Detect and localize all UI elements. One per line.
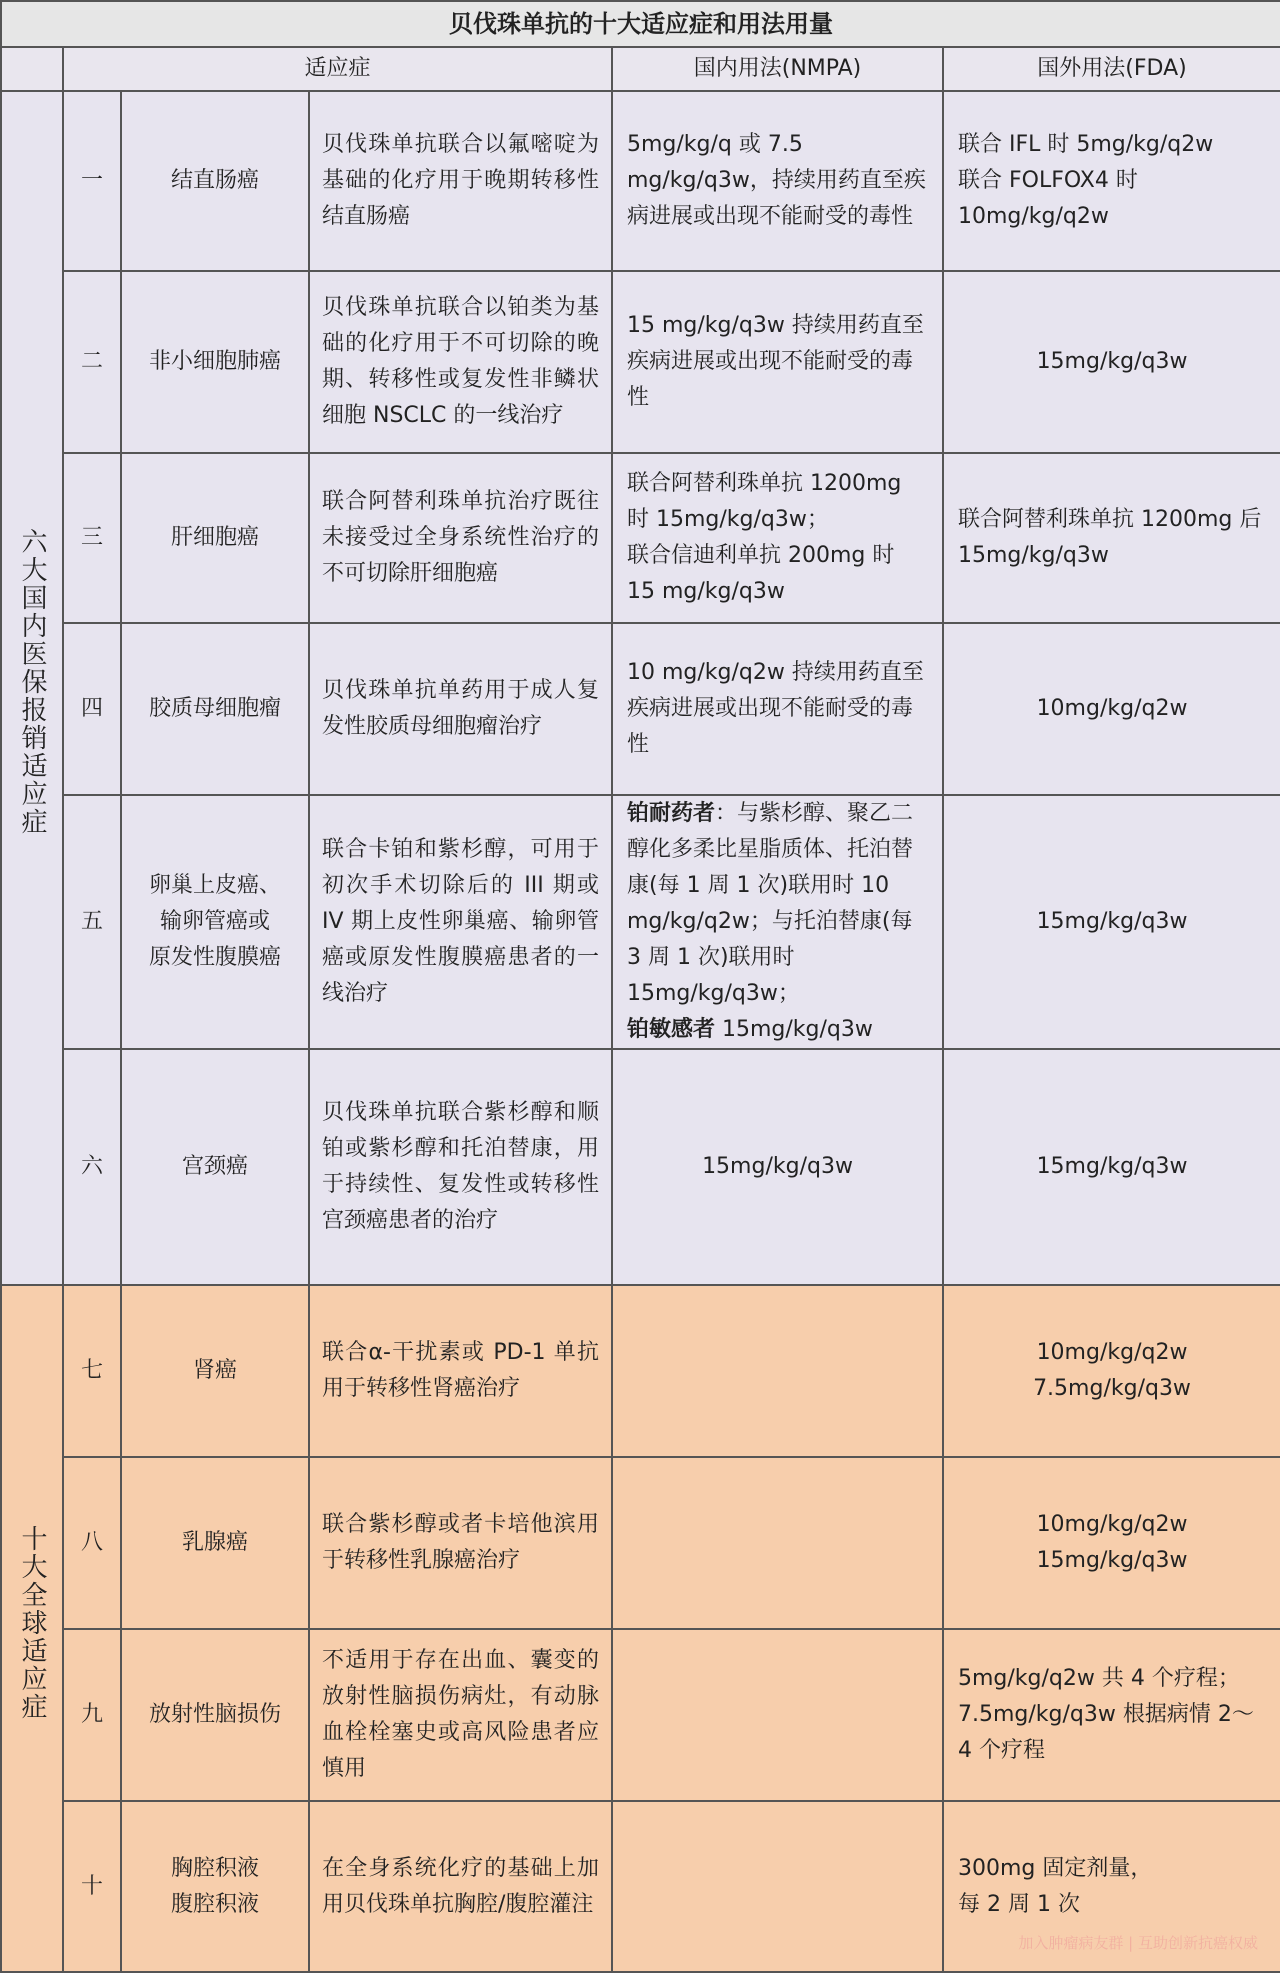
indication-text: 联合阿替利珠单抗治疗既往未接受过全身系统性治疗的不可切除肝细胞癌 [309, 453, 612, 623]
row-number: 五 [63, 795, 121, 1049]
indication-text: 贝伐珠单抗联合以铂类为基础的化疗用于不可切除的晚期、转移性或复发性非鳞状细胞 NSCLC 的一线治疗 [309, 271, 612, 453]
table-row [1, 91, 1280, 271]
indication-text: 联合紫杉醇或者卡培他滨用于转移性乳腺癌治疗 [309, 1457, 612, 1629]
table-row [1, 1629, 1280, 1801]
indication-text: 联合卡铂和紫杉醇，可用于初次手术切除后的 III 期或 IV 期上皮性卵巢癌、输卵管癌或原发性腹膜癌患者的一线治疗 [309, 795, 612, 1049]
nmpa-dose: 15 mg/kg/q3w 持续用药直至疾病进展或出现不能耐受的毒性 [612, 271, 943, 453]
nmpa-dose: 5mg/kg/q 或 7.5 mg/kg/q3w，持续用药直至疾病进展或出现不能耐受的毒性 [612, 91, 943, 271]
cancer-type: 非小细胞肺癌 [121, 271, 309, 453]
nmpa-dose [612, 1285, 943, 1457]
cancer-type: 乳腺癌 [121, 1457, 309, 1629]
table-title: 贝伐珠单抗的十大适应症和用法用量 [1, 1, 1280, 47]
header-foreign: 国外用法(FDA) [943, 47, 1280, 91]
platinum-resistant-text: ：与紫杉醇、聚乙二醇化多柔比星脂质体、托泊替康(每 1 周 1 次)联用时 10 mg/kg/q2w；与托泊替康(每 3 周 1 次)联用时 15mg/kg/q3w； [627, 801, 914, 1006]
nmpa-dose [612, 1457, 943, 1629]
cancer-type: 卵巢上皮癌、 输卵管癌或 原发性腹膜癌 [121, 795, 309, 1049]
indication-text: 贝伐珠单抗单药用于成人复发性胶质母细胞瘤治疗 [309, 623, 612, 795]
table-row [1, 795, 1280, 1049]
row-number: 四 [63, 623, 121, 795]
cancer-type: 肝细胞癌 [121, 453, 309, 623]
fda-dose: 15mg/kg/q3w [943, 795, 1280, 1049]
domestic-group-label [1, 91, 63, 1285]
row-number: 一 [63, 91, 121, 271]
header-indication: 适应症 [63, 47, 612, 91]
fda-dose: 联合阿替利珠单抗 1200mg 后 15mg/kg/q3w [943, 453, 1280, 623]
nmpa-dose: 10 mg/kg/q2w 持续用药直至疾病进展或出现不能耐受的毒性 [612, 623, 943, 795]
indication-text: 在全身系统化疗的基础上加用贝伐珠单抗胸腔/腹腔灌注 [309, 1801, 612, 1972]
row-number: 九 [63, 1629, 121, 1801]
global-group-label [1, 1285, 63, 1972]
platinum-sensitive-text: 15mg/kg/q3w [715, 1017, 873, 1042]
row-number: 三 [63, 453, 121, 623]
platinum-resistant-label: 铂耐药者 [627, 801, 716, 826]
fda-dose: 10mg/kg/q2w 7.5mg/kg/q3w [943, 1285, 1280, 1457]
fda-dose: 15mg/kg/q3w [943, 1049, 1280, 1285]
fda-dose: 10mg/kg/q2w 15mg/kg/q3w [943, 1457, 1280, 1629]
cancer-type: 胶质母细胞瘤 [121, 623, 309, 795]
table-row [1, 1457, 1280, 1629]
fda-dose: 5mg/kg/q2w 共 4 个疗程； 7.5mg/kg/q3w 根据病情 2～4 个疗程 [943, 1629, 1280, 1801]
table-row [1, 623, 1280, 795]
fda-dose: 联合 IFL 时 5mg/kg/q2w 联合 FOLFOX4 时 10mg/kg/q2w [943, 91, 1280, 271]
nmpa-dose [612, 1629, 943, 1801]
cancer-type: 肾癌 [121, 1285, 309, 1457]
fda-dose: 10mg/kg/q2w [943, 623, 1280, 795]
row-number: 六 [63, 1049, 121, 1285]
nmpa-dose [612, 795, 943, 1049]
indication-text: 贝伐珠单抗联合以氟嘧啶为基础的化疗用于晚期转移性结直肠癌 [309, 91, 612, 271]
row-number: 八 [63, 1457, 121, 1629]
indication-text: 不适用于存在出血、囊变的放射性脑损伤病灶，有动脉血栓栓塞史或高风险患者应慎用 [309, 1629, 612, 1801]
header-blank [1, 47, 63, 91]
cancer-type: 放射性脑损伤 [121, 1629, 309, 1801]
row-number: 七 [63, 1285, 121, 1457]
fda-dose: 15mg/kg/q3w [943, 271, 1280, 453]
table-row [1, 1049, 1280, 1285]
fda-dose: 300mg 固定剂量， 每 2 周 1 次 [943, 1801, 1280, 1972]
platinum-sensitive-label: 铂敏感者 [627, 1017, 716, 1042]
cancer-type: 胸腔积液 腹腔积液 [121, 1801, 309, 1972]
indication-text: 联合α-干扰素或 PD-1 单抗用于转移性肾癌治疗 [309, 1285, 612, 1457]
table-row [1, 1285, 1280, 1457]
global-group-text: 十大全球适应症 [17, 1524, 47, 1721]
nmpa-dose: 15mg/kg/q3w [612, 1049, 943, 1285]
table-row [1, 453, 1280, 623]
nmpa-dose: 联合阿替利珠单抗 1200mg 时 15mg/kg/q3w； 联合信迪利单抗 200mg 时 15 mg/kg/q3w [612, 453, 943, 623]
watermark: 加入肿瘤病友群 | 互助创新抗癌权威 [1018, 1934, 1258, 1952]
nmpa-dose [612, 1801, 943, 1972]
row-number: 十 [63, 1801, 121, 1972]
row-number: 二 [63, 271, 121, 453]
cancer-type: 宫颈癌 [121, 1049, 309, 1285]
table-row [1, 271, 1280, 453]
cancer-type: 结直肠癌 [121, 91, 309, 271]
header-domestic: 国内用法(NMPA) [612, 47, 943, 91]
indication-text: 贝伐珠单抗联合紫杉醇和顺铂或紫杉醇和托泊替康，用于持续性、复发性或转移性宫颈癌患者的治疗 [309, 1049, 612, 1285]
domestic-group-text: 六大国内医保报销适应症 [17, 528, 47, 836]
